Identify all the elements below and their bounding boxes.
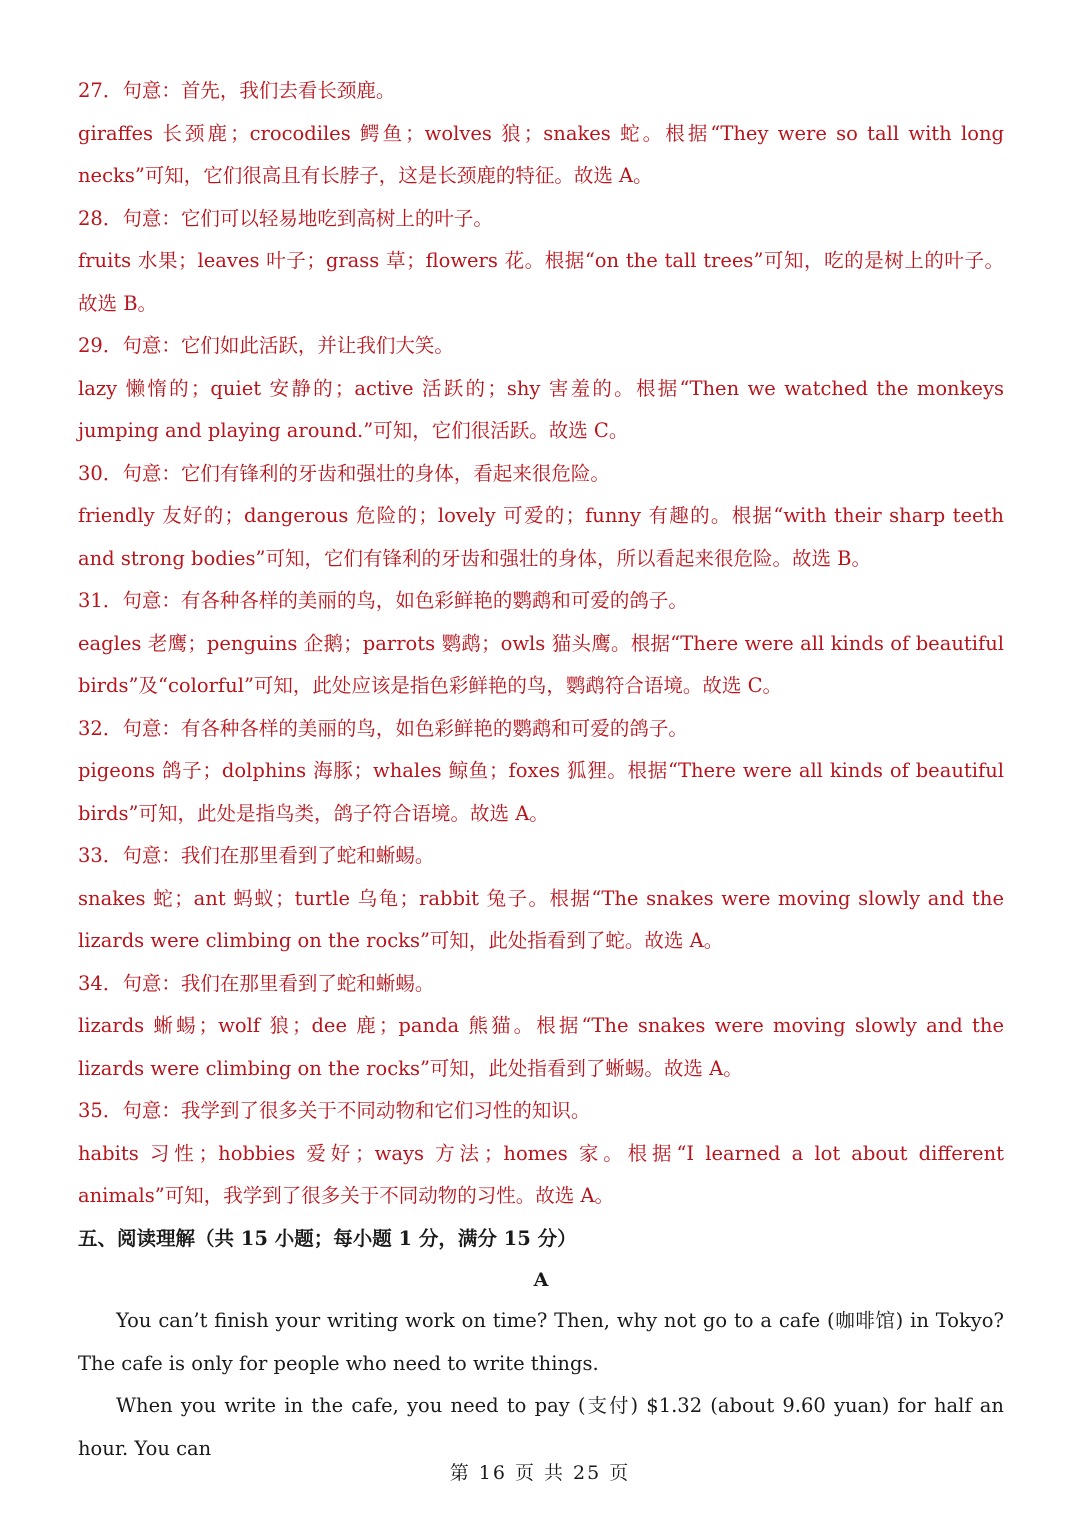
answer-explanation: eagles 老鹰；penguins 企鹅；parrots 鹦鹉；owls 猫头鹰。根据“There were all kinds of beautiful birds”及“colorful”可知，此处应该是指色彩鲜艳的鸟，鹦鹉符合语境。故选 C。 [78, 631, 1004, 697]
question-meaning: 33．句意：我们在那里看到了蛇和蜥蜴。 [78, 844, 435, 867]
question-meaning: 32．句意：有各种各样的美丽的鸟，如色彩鲜艳的鹦鹉和可爱的鸽子。 [78, 716, 688, 740]
answer-27 [78, 70, 1004, 198]
answer-explanation: habits 习性；hobbies 爱好；ways 方法；homes 家。根据“I learned a lot about different animals”可知，我学到了很多关于不同动物的习性。故选 A。 [78, 1141, 1004, 1207]
answer-explanation: giraffes 长颈鹿；crocodiles 鳄鱼；wolves 狼；snakes 蛇。根据“They were so tall with long necks”可知，它们很高且有长脖子，这是长颈鹿的特征。故选 A。 [78, 121, 1004, 187]
answer-30 [78, 453, 1004, 581]
question-meaning: 27．句意：首先，我们去看长颈鹿。 [78, 79, 396, 102]
passage-label: A [533, 1269, 549, 1291]
page-footer: 第 16 页 共 25 页 [449, 1462, 631, 1484]
question-meaning: 28．句意：它们可以轻易地吃到高树上的叶子。 [78, 206, 493, 230]
passage-paragraph: You can’t finish your writing work on time? Then, why not go to a cafe (咖啡馆) in Tokyo? The cafe is only for people who need to write things. [78, 1309, 1004, 1375]
answer-explanation: lizards 蜥蜴；wolf 狼；dee 鹿；panda 熊猫。根据“The snakes were moving slowly and the lizards were climbing on the rocks”可知，此处指看到了蜥蜴。故选 A。 [78, 1014, 1004, 1080]
document-page [78, 70, 1004, 1470]
answer-31 [78, 580, 1004, 708]
answer-33 [78, 835, 1004, 963]
answer-explanation: lazy 懒惰的；quiet 安静的；active 活跃的；shy 害羞的。根据“Then we watched the monkeys jumping and playing around.”可知，它们很活跃。故选 C。 [78, 376, 1004, 442]
question-meaning: 30．句意：它们有锋利的牙齿和强壮的身体，看起来很危险。 [78, 461, 610, 485]
question-meaning: 35．句意：我学到了很多关于不同动物和它们习性的知识。 [78, 1099, 591, 1122]
answer-explanation: fruits 水果；leaves 叶子；grass 草；flowers 花。根据“on the tall trees”可知，吃的是树上的叶子。故选 B。 [78, 249, 1004, 315]
answer-explanation: snakes 蛇；ant 蚂蚁；turtle 乌龟；rabbit 兔子。根据“The snakes were moving slowly and the lizards were climbing on the rocks”可知，此处指看到了蛇。故选 A。 [78, 886, 1004, 952]
answer-32 [78, 708, 1004, 836]
answer-explanation: pigeons 鸽子；dolphins 海豚；whales 鲸鱼；foxes 狐狸。根据“There were all kinds of beautiful birds”可知，此处是指鸟类，鸽子符合语境。故选 A。 [78, 759, 1004, 825]
answer-35 [78, 1090, 1004, 1218]
answer-34 [78, 963, 1004, 1091]
question-meaning: 29．句意：它们如此活跃，并让我们大笑。 [78, 334, 454, 357]
passage-paragraph: When you write in the cafe, you need to pay (支付) $1.32 (about 9.60 yuan) for half an hour. You can [78, 1394, 1004, 1460]
answer-29 [78, 325, 1004, 453]
question-meaning: 31．句意：有各种各样的美丽的鸟，如色彩鲜艳的鹦鹉和可爱的鸽子。 [78, 589, 688, 612]
answer-28 [78, 198, 1004, 326]
section-heading: 五、阅读理解（共 15 小题；每小题 1 分，满分 15 分） [78, 1226, 577, 1250]
answer-explanation: friendly 友好的；dangerous 危险的；lovely 可爱的；funny 有趣的。根据“with their sharp teeth and strong bodies”可知，它们有锋利的牙齿和强壮的身体，所以看起来很危险。故选 B。 [78, 504, 1004, 570]
question-meaning: 34．句意：我们在那里看到了蛇和蜥蜴。 [78, 971, 435, 995]
